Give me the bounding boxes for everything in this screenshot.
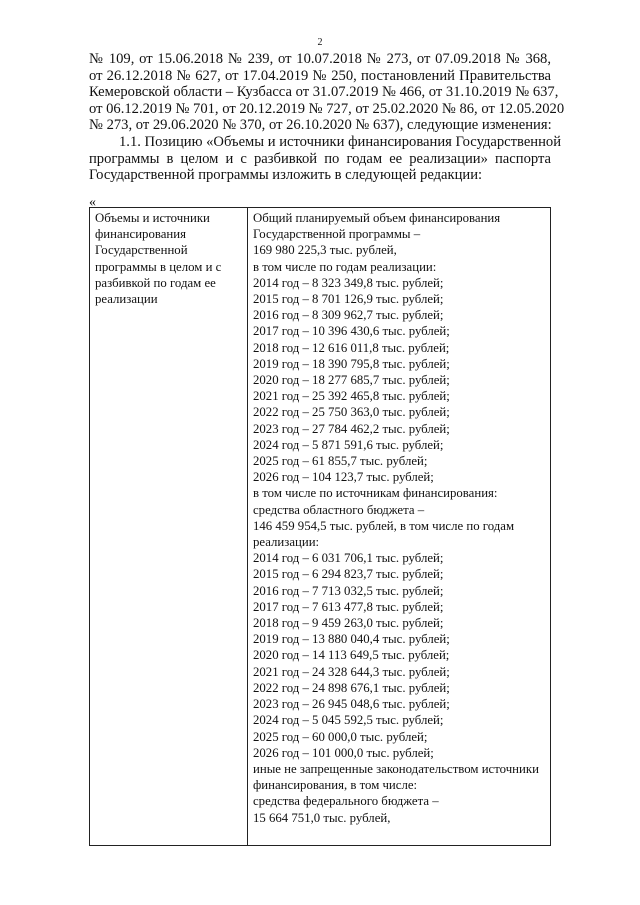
value-line: 2024 год – 5 045 592,5 тыс. рублей; bbox=[253, 713, 444, 728]
funding-table bbox=[89, 207, 551, 846]
value-line: 146 459 954,5 тыс. рублей, в том числе по годам bbox=[253, 518, 515, 533]
label-line: реализации bbox=[95, 292, 158, 307]
value-line: в том числе по годам реализации: bbox=[253, 259, 437, 274]
value-line: 2022 год – 24 898 676,1 тыс. рублей; bbox=[253, 680, 450, 695]
value-line: в том числе по источникам финансирования: bbox=[253, 486, 498, 501]
value-line: реализации: bbox=[253, 535, 320, 550]
value-line: 2026 год – 104 123,7 тыс. рублей; bbox=[253, 470, 434, 485]
intro-line: Кемеровской области – Кузбасса от 31.07.2019 № 466, от 31.10.2019 № 637, bbox=[89, 84, 559, 101]
value-line: иные не запрещенные законодательством источники bbox=[253, 761, 539, 776]
value-line: 2015 год – 6 294 823,7 тыс. рублей; bbox=[253, 567, 444, 582]
value-line: 2025 год – 61 855,7 тыс. рублей; bbox=[253, 454, 428, 469]
value-line: 169 980 225,3 тыс. рублей, bbox=[253, 243, 397, 258]
value-line: 2018 год – 9 459 263,0 тыс. рублей; bbox=[253, 616, 444, 631]
value-line: 2019 год – 13 880 040,4 тыс. рублей; bbox=[253, 632, 450, 647]
intro-line: № 273, от 29.06.2020 № 370, от 26.10.2020 № 637), следующие изменения: bbox=[89, 117, 552, 134]
item-line: программы в целом и с разбивкой по годам ее реализации» паспорта bbox=[89, 150, 551, 167]
value-line: средства областного бюджета – bbox=[253, 502, 425, 517]
label-cell bbox=[90, 208, 248, 846]
value-line: 2023 год – 27 784 462,2 тыс. рублей; bbox=[253, 421, 450, 436]
value-line: 2022 год – 25 750 363,0 тыс. рублей; bbox=[253, 405, 450, 420]
value-line: 2026 год – 101 000,0 тыс. рублей; bbox=[253, 745, 434, 760]
label-line: Государственной bbox=[95, 243, 188, 258]
value-line: финансирования, в том числе: bbox=[253, 778, 418, 793]
value-line: 2020 год – 14 113 649,5 тыс. рублей; bbox=[253, 648, 450, 663]
value-line: 2017 год – 10 396 430,6 тыс. рублей; bbox=[253, 324, 450, 339]
value-line: Общий планируемый объем финансирования bbox=[253, 211, 501, 225]
label-line: программы в целом и с bbox=[95, 259, 222, 274]
intro-paragraph bbox=[89, 51, 565, 184]
value-cell bbox=[248, 208, 551, 846]
intro-line: от 06.12.2019 № 701, от 20.12.2019 № 727, от 25.02.2020 № 86, от 12.05.2020 bbox=[89, 100, 565, 117]
value-line: 2023 год – 26 945 048,6 тыс. рублей; bbox=[253, 697, 450, 712]
value-line: 2019 год – 18 390 795,8 тыс. рублей; bbox=[253, 356, 450, 371]
value-line: Государственной программы – bbox=[253, 227, 421, 242]
value-line: средства федерального бюджета – bbox=[253, 794, 439, 809]
value-line: 2018 год – 12 616 011,8 тыс. рублей; bbox=[253, 340, 450, 355]
value-line: 2014 год – 6 031 706,1 тыс. рублей; bbox=[253, 551, 444, 566]
opening-quote: « bbox=[89, 195, 96, 210]
value-line: 2021 год – 24 328 644,3 тыс. рублей; bbox=[253, 664, 450, 679]
value-line: 15 664 751,0 тыс. рублей, bbox=[253, 810, 391, 825]
value-line: 2016 год – 7 713 032,5 тыс. рублей; bbox=[253, 583, 444, 598]
value-line: 2021 год – 25 392 465,8 тыс. рублей; bbox=[253, 389, 450, 404]
item-line: Государственной программы изложить в следующей редакции: bbox=[89, 167, 483, 184]
value-line: 2015 год – 8 701 126,9 тыс. рублей; bbox=[253, 292, 444, 307]
label-line: разбивкой по годам ее bbox=[95, 275, 216, 290]
item-line: 1.1. Позицию «Объемы и источники финансирования Государственной bbox=[119, 133, 562, 150]
value-line: 2020 год – 18 277 685,7 тыс. рублей; bbox=[253, 373, 450, 388]
label-line: финансирования bbox=[95, 227, 186, 242]
label-line: Объемы и источники bbox=[95, 211, 210, 225]
value-line: 2025 год – 60 000,0 тыс. рублей; bbox=[253, 729, 428, 744]
intro-line: от 26.12.2018 № 627, от 17.04.2019 № 250, постановлений Правительства bbox=[89, 67, 551, 84]
value-line: 2017 год – 7 613 477,8 тыс. рублей; bbox=[253, 599, 444, 614]
table-row bbox=[90, 208, 551, 846]
value-line: 2014 год – 8 323 349,8 тыс. рублей; bbox=[253, 275, 444, 290]
page-number: 2 bbox=[317, 37, 323, 48]
value-line: 2016 год – 8 309 962,7 тыс. рублей; bbox=[253, 308, 444, 323]
value-line: 2024 год – 5 871 591,6 тыс. рублей; bbox=[253, 437, 444, 452]
intro-line: № 109, от 15.06.2018 № 239, от 10.07.2018 № 273, от 07.09.2018 № 368, bbox=[89, 51, 551, 67]
